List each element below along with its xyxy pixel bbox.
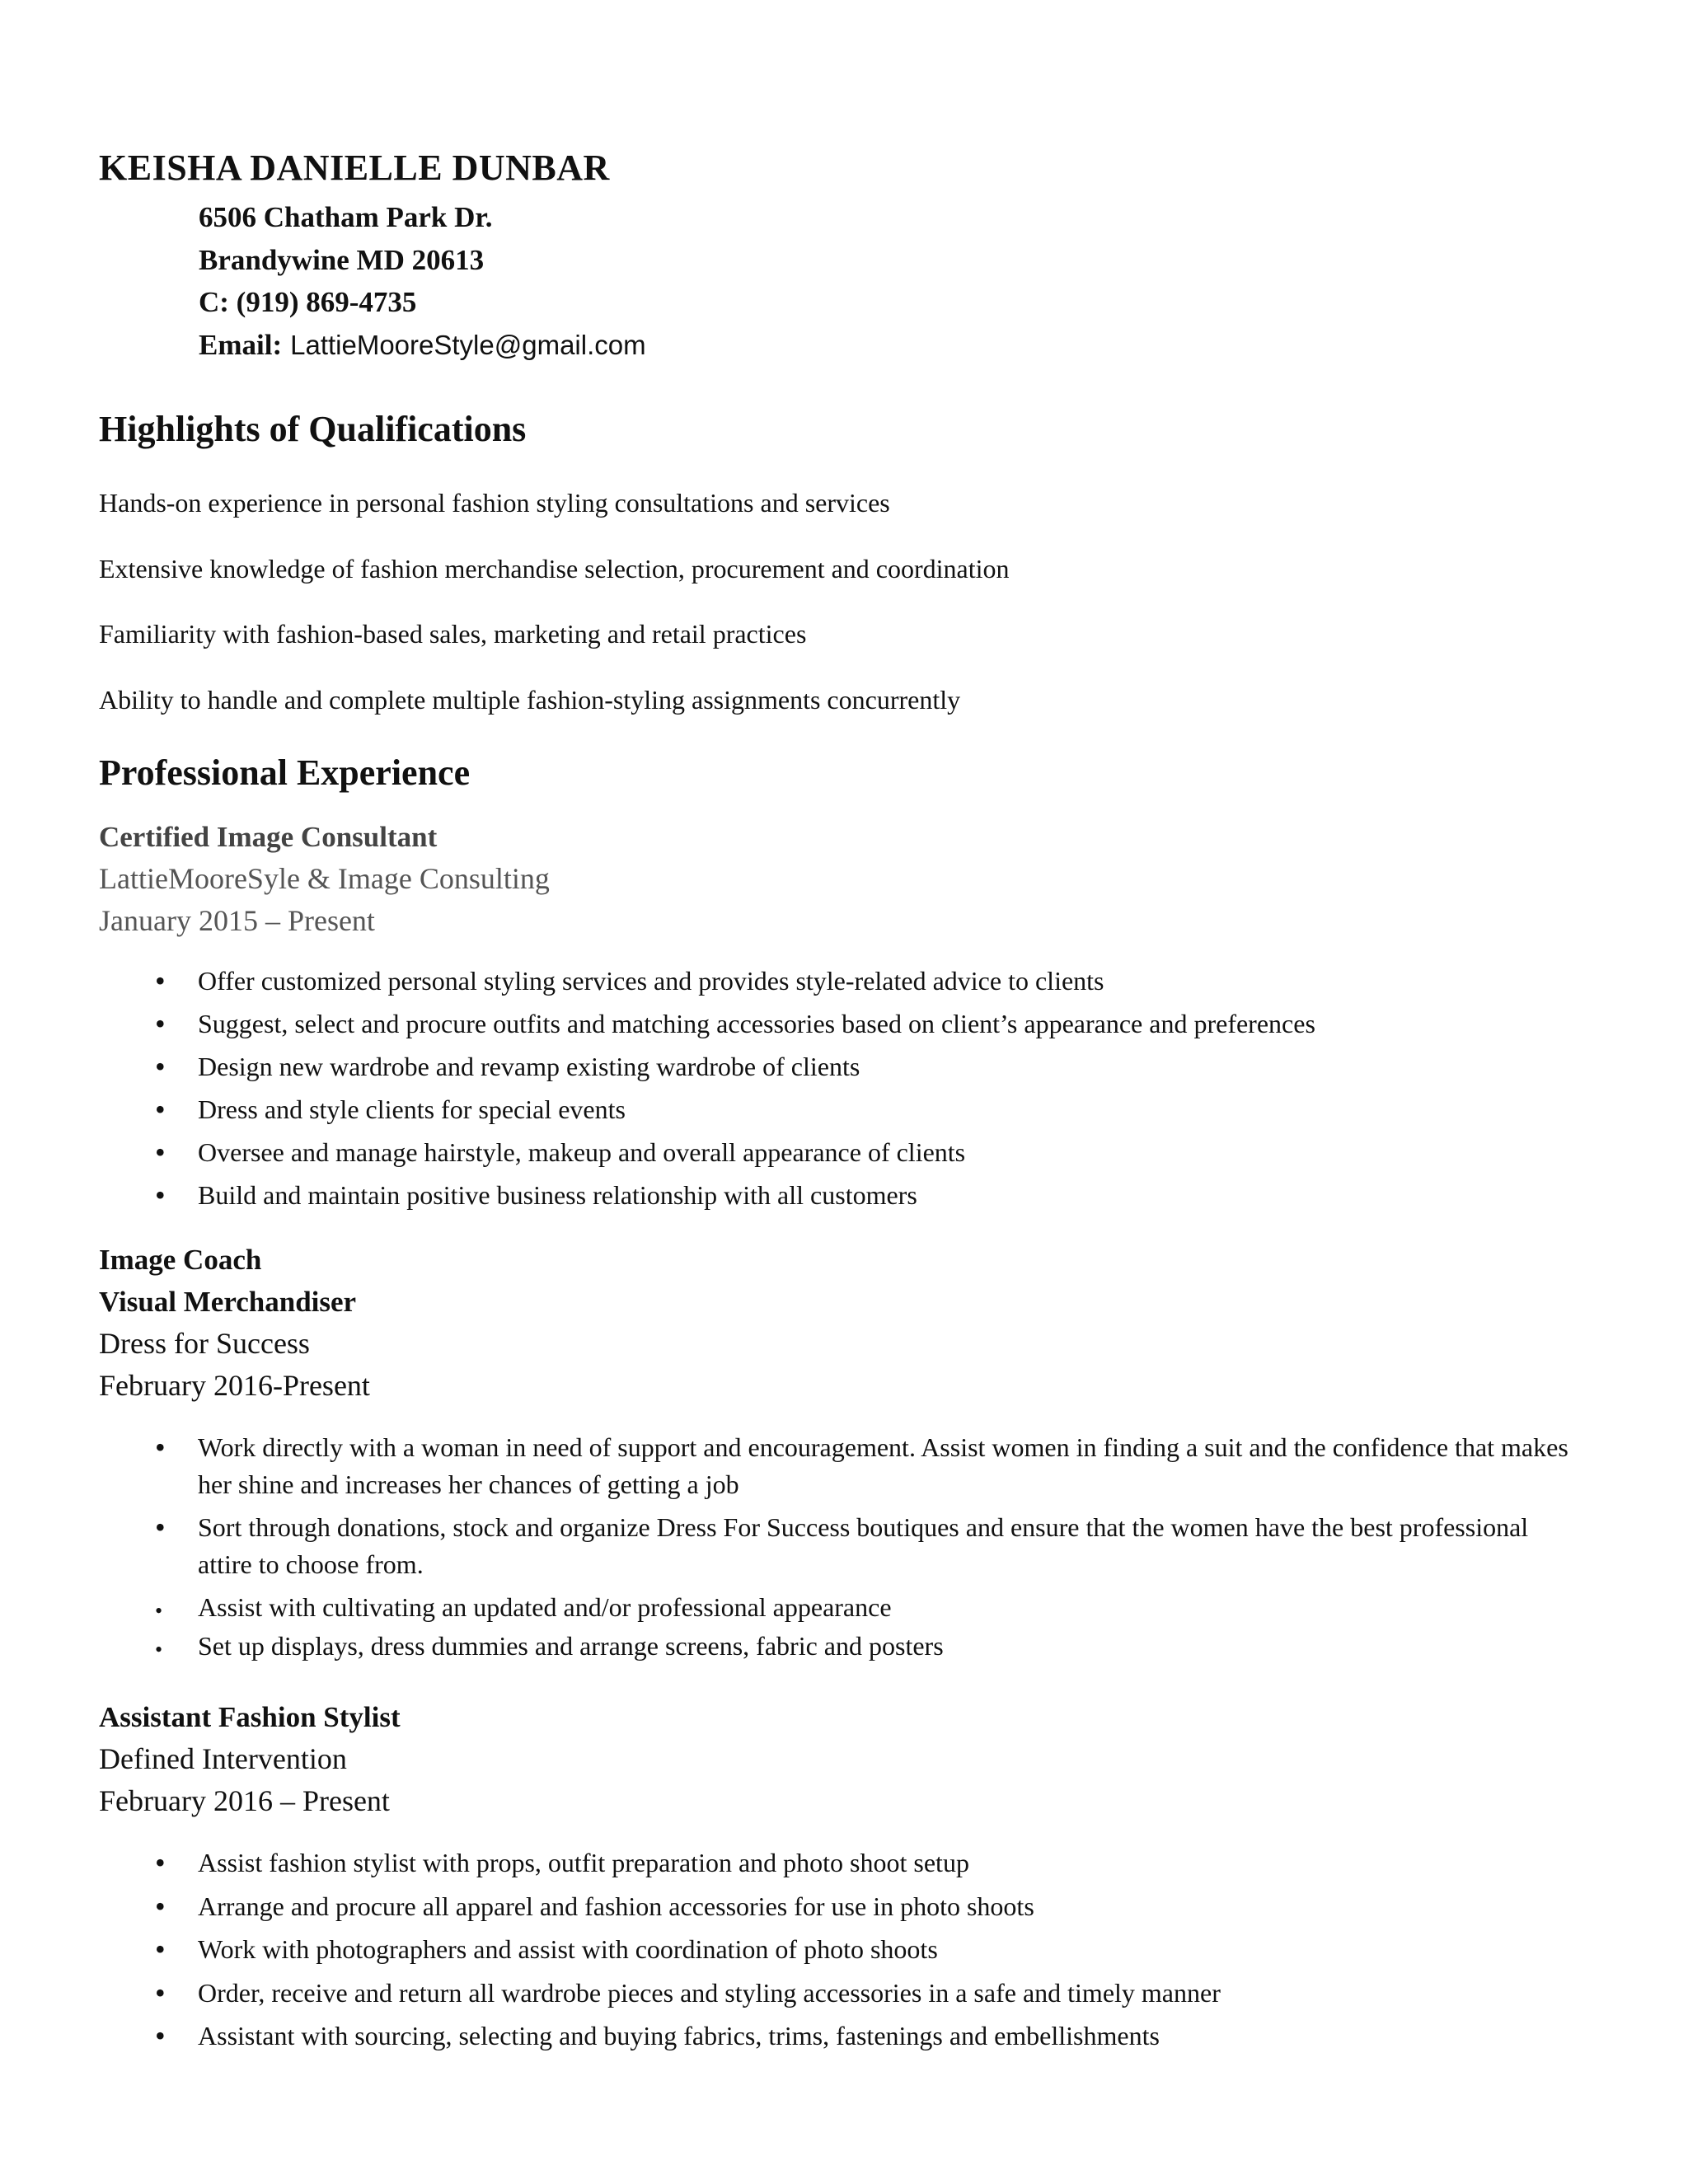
- address-line-1: 6506 Chatham Park Dr.: [199, 201, 493, 233]
- bullet-item: • Offer customized personal styling services and provides style-related advice to clients: [99, 963, 1582, 1005]
- phone-number: C: (919) 869-4735: [199, 286, 417, 318]
- bullet-item: • Set up displays, dress dummies and arrange screens, fabric and posters: [99, 1628, 1582, 1666]
- bullet-item: • Arrange and procure all apparel and fashion accessories for use in photo shoots: [99, 1888, 1582, 1932]
- bullet-item: • Dress and style clients for special events: [99, 1091, 1582, 1134]
- job-bullets: [99, 963, 1582, 1220]
- job-dates: January 2015 – Present: [99, 904, 375, 937]
- bullet-item: • Work directly with a woman in need of support and encouragement. Assist women in finding a suit and the confidence that makes her shine and increases her chances of getting a job: [99, 1429, 1582, 1509]
- job-entry: [99, 1239, 1582, 1407]
- bullet-item: • Order, receive and return all wardrobe pieces and styling accessories in a safe and timely manner: [99, 1975, 1582, 2018]
- highlight-item: Ability to handle and complete multiple fashion-styling assignments concurrently: [99, 684, 961, 715]
- highlight-item: Familiarity with fashion-based sales, marketing and retail practices: [99, 619, 807, 649]
- job-title: Assistant Fashion Stylist: [99, 1701, 401, 1733]
- employer: Defined Intervention: [99, 1742, 347, 1775]
- highlight-item: Hands-on experience in personal fashion styling consultations and services: [99, 488, 890, 518]
- highlights-list: [99, 488, 1010, 750]
- job-entry: [99, 816, 1582, 942]
- job-dates: February 2016-Present: [99, 1369, 370, 1402]
- bullet-item: • Assist with cultivating an updated and/or professional appearance: [99, 1589, 1582, 1628]
- employer: Dress for Success: [99, 1327, 310, 1360]
- job-bullets: [99, 1844, 1582, 2061]
- highlights-heading: Highlights of Qualifications: [99, 409, 527, 449]
- job-bullets: [99, 1429, 1582, 1666]
- bullet-item: • Assist fashion stylist with props, outfit preparation and photo shoot setup: [99, 1844, 1582, 1888]
- email-label: Email:: [199, 328, 283, 361]
- bullet-item: • Suggest, select and procure outfits and matching accessories based on client’s appearance and preferences: [99, 1005, 1582, 1048]
- job-title: Certified Image Consultant: [99, 821, 438, 853]
- experience-heading: Professional Experience: [99, 752, 471, 793]
- contact-block: [199, 196, 646, 366]
- bullet-item: • Assistant with sourcing, selecting and buying fabrics, trims, fastenings and embellishments: [99, 2018, 1582, 2061]
- bullet-item: • Sort through donations, stock and organize Dress For Success boutiques and ensure that the women have the best professional attire to choose from.: [99, 1509, 1582, 1589]
- highlight-item: Extensive knowledge of fashion merchandise selection, procurement and coordination: [99, 553, 1010, 583]
- email-row: [199, 324, 646, 367]
- job-entry: [99, 1696, 1582, 1822]
- employer: LattieMooreSyle & Image Consulting: [99, 862, 550, 895]
- email-address[interactable]: LattieMooreStyle@gmail.com: [290, 329, 646, 360]
- bullet-item: • Oversee and manage hairstyle, makeup and overall appearance of clients: [99, 1134, 1582, 1177]
- applicant-name: KEISHA DANIELLE DUNBAR: [99, 148, 610, 188]
- address-line-2: Brandywine MD 20613: [199, 243, 485, 276]
- bullet-item: • Design new wardrobe and revamp existing wardrobe of clients: [99, 1048, 1582, 1091]
- job-title: Image Coach: [99, 1244, 262, 1276]
- bullet-item: • Build and maintain positive business relationship with all customers: [99, 1177, 1582, 1220]
- bullet-item: • Work with photographers and assist with coordination of photo shoots: [99, 1931, 1582, 1975]
- job-title-secondary: Visual Merchandiser: [99, 1286, 357, 1318]
- job-dates: February 2016 – Present: [99, 1784, 390, 1817]
